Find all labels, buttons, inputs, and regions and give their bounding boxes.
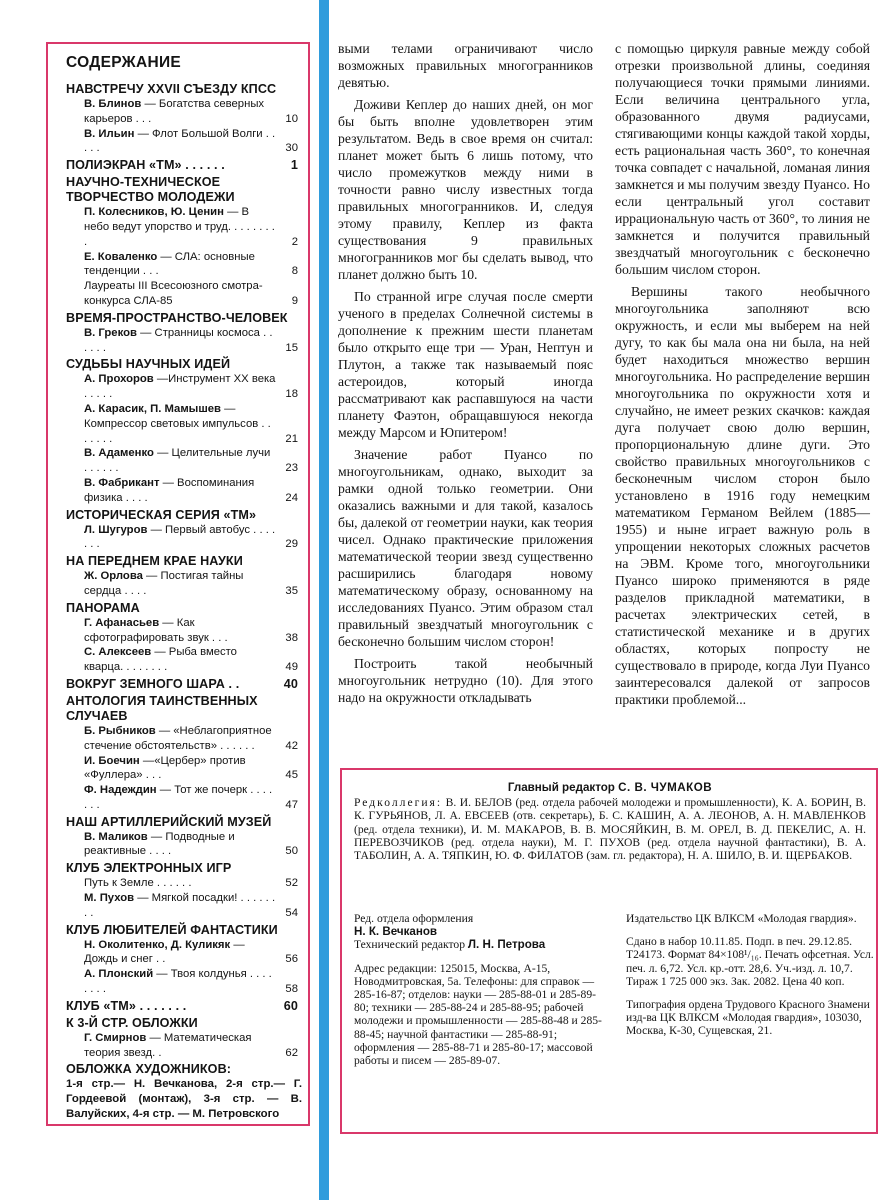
toc-section	[66, 601, 302, 675]
toc-entry[interactable]	[84, 446, 298, 476]
toc-section-title: ВРЕМЯ-ПРОСТРАНСТВО-ЧЕЛОВЕК	[66, 310, 288, 325]
toc-section-title: СУДЬБЫ НАУЧНЫХ ИДЕЙ	[66, 357, 231, 372]
toc-entry[interactable]	[84, 967, 298, 997]
article-paragraph: выми телами ограничивают число возможных правильных многогранников девятью.	[338, 41, 593, 90]
toc-entry-title: — Подводные и реактивные . . . .	[84, 830, 235, 858]
article-paragraph: По странной игре случая после смерти ученого в пределах Солнечной системы в дополнение к прежним шести планетам было открыто еще три — Уран, Нептун и Плутон, а также так называемый пояс астероидов, который иногда рассматривают как распавшуюся на части планету Фаэтон, обращавшуюся некогда между Марсом и Юпитером!	[338, 289, 593, 440]
toc-entry-page: 62	[285, 1046, 298, 1059]
toc-section-title: ОБЛОЖКА ХУДОЖНИКОВ:	[66, 1062, 232, 1077]
toc-entry[interactable]	[84, 1031, 298, 1061]
toc-section	[66, 1016, 302, 1061]
toc-entry[interactable]	[84, 754, 298, 784]
toc-section	[66, 82, 302, 156]
tech-editor-label: Технический редактор	[354, 938, 466, 952]
article-paragraph: Значение работ Пуансо по многоугольникам, однако, выходит за рамки одной только геометрии. Они оказались важными и для такой, казалось бы, далекой от геометрии науки, как теория чисел. Однако практические приложения математической теории звезд существенно расширились благодаря новому математическому образу, основанному на исследованиях Пуансо. Этим образом стал правильный звездчатый многоугольник с бесконечно большим числом сторон!	[338, 447, 593, 649]
toc-entry[interactable]	[84, 645, 298, 675]
toc-entry-title: Путь к Земле . . . . . .	[84, 877, 192, 890]
table-of-contents	[46, 42, 310, 1126]
toc-entry-page: 29	[285, 538, 298, 551]
toc-entry-title: — В небо ведут упорство и труд. . . . . . . . .	[84, 206, 275, 248]
toc-entry-page: 30	[285, 142, 298, 155]
toc-entry[interactable]	[84, 876, 298, 891]
toc-section	[66, 999, 302, 1014]
blue-divider-stripe	[319, 0, 329, 1200]
design-editor	[354, 912, 606, 952]
toc-entry-author: А. Плонский	[84, 968, 154, 981]
toc-entry[interactable]	[84, 127, 298, 157]
toc-entry-title: —«Цербер» против «Фуллера» . . .	[84, 754, 246, 782]
toc-entry-page: 50	[285, 845, 298, 858]
toc-entry[interactable]	[84, 616, 298, 646]
toc-entry-page: 58	[285, 983, 298, 996]
toc-entry-title: — «Неблагоприятное стечение обстоятельств» . . . . . .	[84, 724, 272, 752]
toc-entry[interactable]	[84, 891, 298, 921]
toc-section	[66, 554, 302, 599]
toc-entry-author: А. Карасик, П. Мамышев	[84, 402, 221, 415]
toc-entry-page: 24	[285, 491, 298, 504]
toc-entry[interactable]	[84, 279, 298, 309]
toc-entry[interactable]	[84, 938, 298, 968]
toc-entry-page: 45	[285, 769, 298, 782]
toc-entry-title: — Как сфотографировать звук . . .	[84, 616, 228, 644]
toc-section-title: КЛУБ ЭЛЕКТРОННЫХ ИГР	[66, 861, 232, 876]
toc-section	[66, 311, 302, 356]
toc-section-title: НАУЧНО-ТЕХНИЧЕСКОЕ ТВОРЧЕСТВО МОЛОДЕЖИ	[66, 175, 235, 205]
imprint-left-column	[354, 912, 606, 1077]
toc-section-heading[interactable]	[66, 694, 302, 724]
toc-list	[66, 82, 302, 1077]
toc-section	[66, 923, 302, 997]
toc-section-heading[interactable]	[66, 357, 302, 372]
toc-entry-page: 15	[285, 341, 298, 354]
toc-entry-page: 8	[291, 265, 298, 278]
toc-entry-page: 18	[285, 388, 298, 401]
toc-entry-page: 10	[285, 112, 298, 125]
toc-entry-page: 2	[291, 235, 298, 248]
toc-entry-author: М. Пухов	[84, 892, 135, 905]
toc-section-heading[interactable]	[66, 175, 302, 205]
toc-section-heading[interactable]	[66, 311, 302, 326]
toc-entry-author: И. Боечин	[84, 754, 140, 767]
toc-entry-page: 38	[285, 631, 298, 644]
chief-editor-label: Главный редактор	[507, 781, 615, 794]
toc-section-heading[interactable]	[66, 999, 302, 1014]
toc-section	[66, 677, 302, 692]
toc-section-heading[interactable]	[66, 1062, 302, 1077]
tech-editor-name: Л. Н. Петрова	[467, 938, 546, 952]
article-column-1	[338, 40, 593, 711]
toc-section	[66, 861, 302, 920]
toc-entry[interactable]	[84, 569, 298, 599]
toc-section-heading[interactable]	[66, 861, 302, 876]
print-details: Сдано в набор 10.11.85. Подп. в печ. 29.12.85. Т24173. Формат 84×108¹/₁₆. Печать офсетная. Усл. печ. л. 6,72. Усл. кр.-отт. 28,6. Уч.-изд. л. 10,7. Тираж 1 725 000 экз. Зак. 2082. Цена 40 коп.	[626, 935, 874, 988]
toc-entry[interactable]	[84, 523, 298, 553]
toc-section-title: АНТОЛОГИЯ ТАИНСТВЕННЫХ СЛУЧАЕВ	[66, 693, 258, 723]
toc-section-page: 1	[290, 158, 298, 173]
toc-entry[interactable]	[84, 250, 298, 280]
toc-entry-title: — Воспоминания физика . . . .	[84, 476, 255, 504]
toc-entry[interactable]	[84, 724, 298, 754]
toc-entry[interactable]	[84, 326, 298, 356]
toc-entry-title: — Рыба вместо кварца. . . . . . . .	[84, 646, 237, 674]
toc-section-heading[interactable]	[66, 554, 302, 569]
toc-section-title: НАВСТРЕЧУ XXVII СЪЕЗДУ КПСС	[66, 82, 277, 96]
toc-section-title: ВОКРУГ ЗЕМНОГО ШАРА . .	[66, 676, 240, 691]
article-paragraph: Доживи Кеплер до наших дней, он мог бы быть вполне удовлетворен этим результатом. Ведь в свое время он считал: планет может быть 6 лишь потому, что число промежутков между ними в точности равно числу известных тогда правильных многогранников. И, следуя этому правилу, Кеплер из факта существования 9 правильных многогранников мог бы сделать вывод, что планет должно быть 10.	[338, 97, 593, 282]
toc-section-title: НА ПЕРЕДНЕМ КРАЕ НАУКИ	[66, 554, 243, 569]
article-paragraph: Построить такой необычный многоугольник нетрудно (10). Для этого надо на окружности откладывать	[338, 656, 593, 705]
toc-entry-author: Г. Смирнов	[84, 1031, 147, 1044]
toc-entry-author: Е. Коваленко	[84, 250, 158, 263]
editorial-board	[354, 796, 866, 862]
publisher: Издательство ЦК ВЛКСМ «Молодая гвардия».	[626, 912, 857, 925]
toc-entry-title: — Тот же почерк . . . . . . .	[84, 784, 273, 811]
toc-entry-page: 23	[285, 462, 298, 475]
printing-house: Типография ордена Трудового Красного Знамени изд-ва ЦК ВЛКСМ «Молодая гвардия», 103030, Москва, К-30, Сущевская, 21.	[626, 998, 870, 1038]
toc-section-heading[interactable]	[66, 82, 302, 97]
toc-entry-title: — Твоя колдунья . . . . . . . .	[84, 968, 272, 996]
toc-entry-title: — Постигая тайны сердца . . . .	[84, 570, 244, 597]
toc-section	[66, 815, 302, 860]
toc-section-title: ИСТОРИЧЕСКАЯ СЕРИЯ «ТМ»	[66, 507, 257, 522]
toc-entry[interactable]	[84, 97, 298, 127]
toc-entry-title: — Странницы космоса . . . . . .	[84, 326, 273, 354]
toc-section	[66, 1062, 302, 1077]
toc-section-title: НАШ АРТИЛЛЕРИЙСКИЙ МУЗЕЙ	[66, 814, 272, 829]
toc-entry-author: В. Адаменко	[84, 447, 154, 460]
toc-entry-page: 49	[285, 661, 298, 674]
toc-entry-author: Л. Шугуров	[84, 523, 148, 536]
toc-section-title: К 3-Й СТР. ОБЛОЖКИ	[66, 1015, 198, 1030]
toc-entry[interactable]	[84, 476, 298, 506]
toc-section-title: КЛУБ «ТМ» . . . . . . .	[66, 998, 187, 1013]
imprint-box	[340, 768, 878, 1134]
toc-entry-title: — Флот Большой Волги . . . . .	[84, 127, 276, 155]
toc-entry-author: Г. Афанасьев	[84, 616, 160, 629]
editorial-board-label: Редколлегия:	[354, 796, 443, 810]
toc-entry-author: В. Греков	[84, 326, 137, 339]
toc-entry-author: А. Прохоров	[84, 373, 154, 386]
editorial-address: Адрес редакции: 125015, Москва, А-15, Новодмитровская, 5а. Телефоны: для справок — 285-16-87; отделов: науки — 285-88-01 и 285-89-80; техники — 285-88-24 и 285-88-95; рабочей молодежи и промышленности — 285-88-48 и 285-88-45; научной фантастики — 285-88-91; оформления — 285-88-71 и 285-80-17; массовой работы и писем — 285-89-07.	[354, 961, 602, 1068]
toc-entry-author: Ж. Орлова	[84, 570, 143, 583]
toc-section-heading[interactable]	[66, 1016, 302, 1031]
toc-entry-author: В. Ильин	[84, 127, 135, 140]
article-paragraph: Вершины такого необычного многоугольника заполняют всю окружность, и если мы выберем на ней дугу, то как бы мала она ни была, на ней будет находиться множество вершин многоугольника. Но распределение вершин многоугольника по окружности хотя и случайно, не имеет резких скачков: каждая дуга получает свою долю вершин, пропорциональную длине дуги. Это свойство правильных многоугольников с бесконечным числом сторон было установлено в 1916 году немецким математиком Германом Вейлем (1885—1955) и ныне играет важную роль в упрощении некоторых сложных расчетов на ЭВМ. Кроме того, многоугольники Пуансо широко применяются в ряде разделов прикладной математики, в расчетах электрических сетей, в статистической механике и в других областях, которых попросту не существовало в природе, когда Луи Пуансо заинтересовался далекой от запросов практики проблемой...	[615, 284, 870, 707]
toc-entry-author: П. Колесников, Ю. Ценин	[84, 206, 224, 219]
toc-section	[66, 357, 302, 505]
toc-entry-author: В. Маликов	[84, 830, 148, 843]
article-paragraph: с помощью циркуля равные между собой отрезки произвольной длины, соединяя получающиеся точки прямыми линиями. Если величина центрального угла, образованного двумя радиусами, стягивающими концы каждой такой хорды, есть рациональная часть 360°, то конечная точка совпадет с начальной, ломаная линия замкнется и мы получим звезду Пуансо. Но если центральный угол составит иррациональную часть от 360°, то линия не замкнется и получится правильный звездчатый многоугольник с бесконечно большим числом сторон.	[615, 41, 870, 277]
toc-entry-author: Н. Околитенко, Д. Куликяк	[84, 938, 231, 951]
chief-editor-name: С. В. ЧУМАКОВ	[618, 781, 713, 794]
toc-entry-title: — Математическая теория звезд. .	[84, 1031, 252, 1059]
toc-entry-page: 35	[285, 584, 298, 597]
toc-entry-title: —Инструмент XX века . . . . .	[84, 373, 276, 401]
toc-section-title: ПОЛИЭКРАН «ТМ» . . . . . .	[66, 158, 225, 173]
toc-entry-title: Лауреаты III Всесоюзного смотра-конкурса СЛА-85	[84, 280, 263, 307]
imprint-right-column	[626, 912, 878, 1048]
toc-entry-title: — СЛА: основные тенденции . . .	[84, 250, 255, 278]
toc-entry[interactable]	[84, 372, 298, 402]
toc-entry-author: В. Фабрикант	[84, 476, 160, 489]
toc-entry-page: 52	[285, 877, 298, 890]
toc-entry-title: — Компрессор световых импульсов . . . . . . .	[84, 402, 271, 445]
toc-entry-author: В. Блинов	[84, 98, 142, 110]
toc-entry[interactable]	[84, 205, 298, 249]
toc-entry[interactable]	[84, 402, 298, 446]
design-editor-name: Н. К. Вечканов	[354, 925, 438, 939]
design-editor-label: Ред. отдела оформления	[354, 912, 474, 925]
editorial-board-members: В. И. БЕЛОВ (ред. отдела рабочей молодежи и промышленности), К. А. БОРИН, В. К. ГУРЬЯНОВ, Л. А. ЕВСЕЕВ (отв. секретарь), Б. С. КАШИН, А. А. ЛЕОНОВ, А. Н. МАВЛЕНКОВ (ред. отдела техники), И. М. МАКАРОВ, В. В. МОСЯЙКИН, В. М. ОРЕЛ, В. Д. ПЕКЕЛИС, А. Н. ПЕРЕВОЗЧИКОВ (ред. отдела науки), М. Г. ПУХОВ (ред. отдела научной фантастики), В. А. ТАБОЛИН, А. А. ТЯПКИН, Ю. Ф. ФИЛАТОВ (зам. гл. редактора), Н. А. ШИЛО, В. И. ЩЕРБАКОВ.	[354, 796, 866, 863]
toc-section-heading[interactable]	[66, 815, 302, 830]
toc-section-heading[interactable]	[66, 508, 302, 523]
toc-entry-title: — Первый автобус . . . . . . .	[84, 523, 276, 551]
toc-entry-author: Б. Рыбников	[84, 724, 156, 737]
toc-section-title: ПАНОРАМА	[66, 600, 140, 615]
toc-entry-title: — Мягкой посадки! . . . . . . . .	[84, 892, 276, 919]
toc-section-page: 60	[283, 998, 298, 1013]
chief-editor-line	[354, 781, 866, 794]
toc-section	[66, 175, 302, 309]
toc-entry-page: 54	[285, 906, 298, 919]
toc-entry-title: — Целительные лучи . . . . . .	[84, 447, 271, 475]
toc-section	[66, 158, 302, 173]
toc-section-heading[interactable]	[66, 601, 302, 616]
toc-entry-page: 42	[285, 739, 298, 752]
toc-entry-title: — Дождь и снег . .	[84, 938, 245, 966]
article-column-2	[615, 40, 870, 713]
toc-section-title: КЛУБ ЛЮБИТЕЛЕЙ ФАНТАСТИКИ	[66, 922, 278, 937]
toc-entry-page: 56	[285, 953, 298, 966]
toc-entry[interactable]	[84, 783, 298, 813]
toc-entry-page: 21	[285, 432, 298, 445]
toc-section	[66, 694, 302, 813]
toc-title: СОДЕРЖАНИЕ	[66, 54, 182, 71]
toc-entry[interactable]	[84, 830, 298, 860]
cover-artists: 1-я стр.— Н. Вечканова, 2-я стр.— Г. Гордеевой (монтаж), 3-я стр. — В. Валуйских, 4-я стр. — М. Петровского	[66, 1078, 302, 1121]
toc-entry-title: — Богатства северных карьеров . . .	[84, 98, 265, 125]
toc-section-page: 40	[283, 676, 298, 691]
toc-entry-page: 9	[291, 294, 298, 307]
toc-entry-author: Ф. Надеждин	[84, 784, 157, 797]
toc-section-heading[interactable]	[66, 677, 302, 692]
toc-section-heading[interactable]	[66, 158, 302, 173]
toc-entry-author: С. Алексеев	[84, 646, 152, 659]
toc-entry-page: 47	[285, 798, 298, 811]
toc-section-heading[interactable]	[66, 923, 302, 938]
toc-section	[66, 508, 302, 553]
